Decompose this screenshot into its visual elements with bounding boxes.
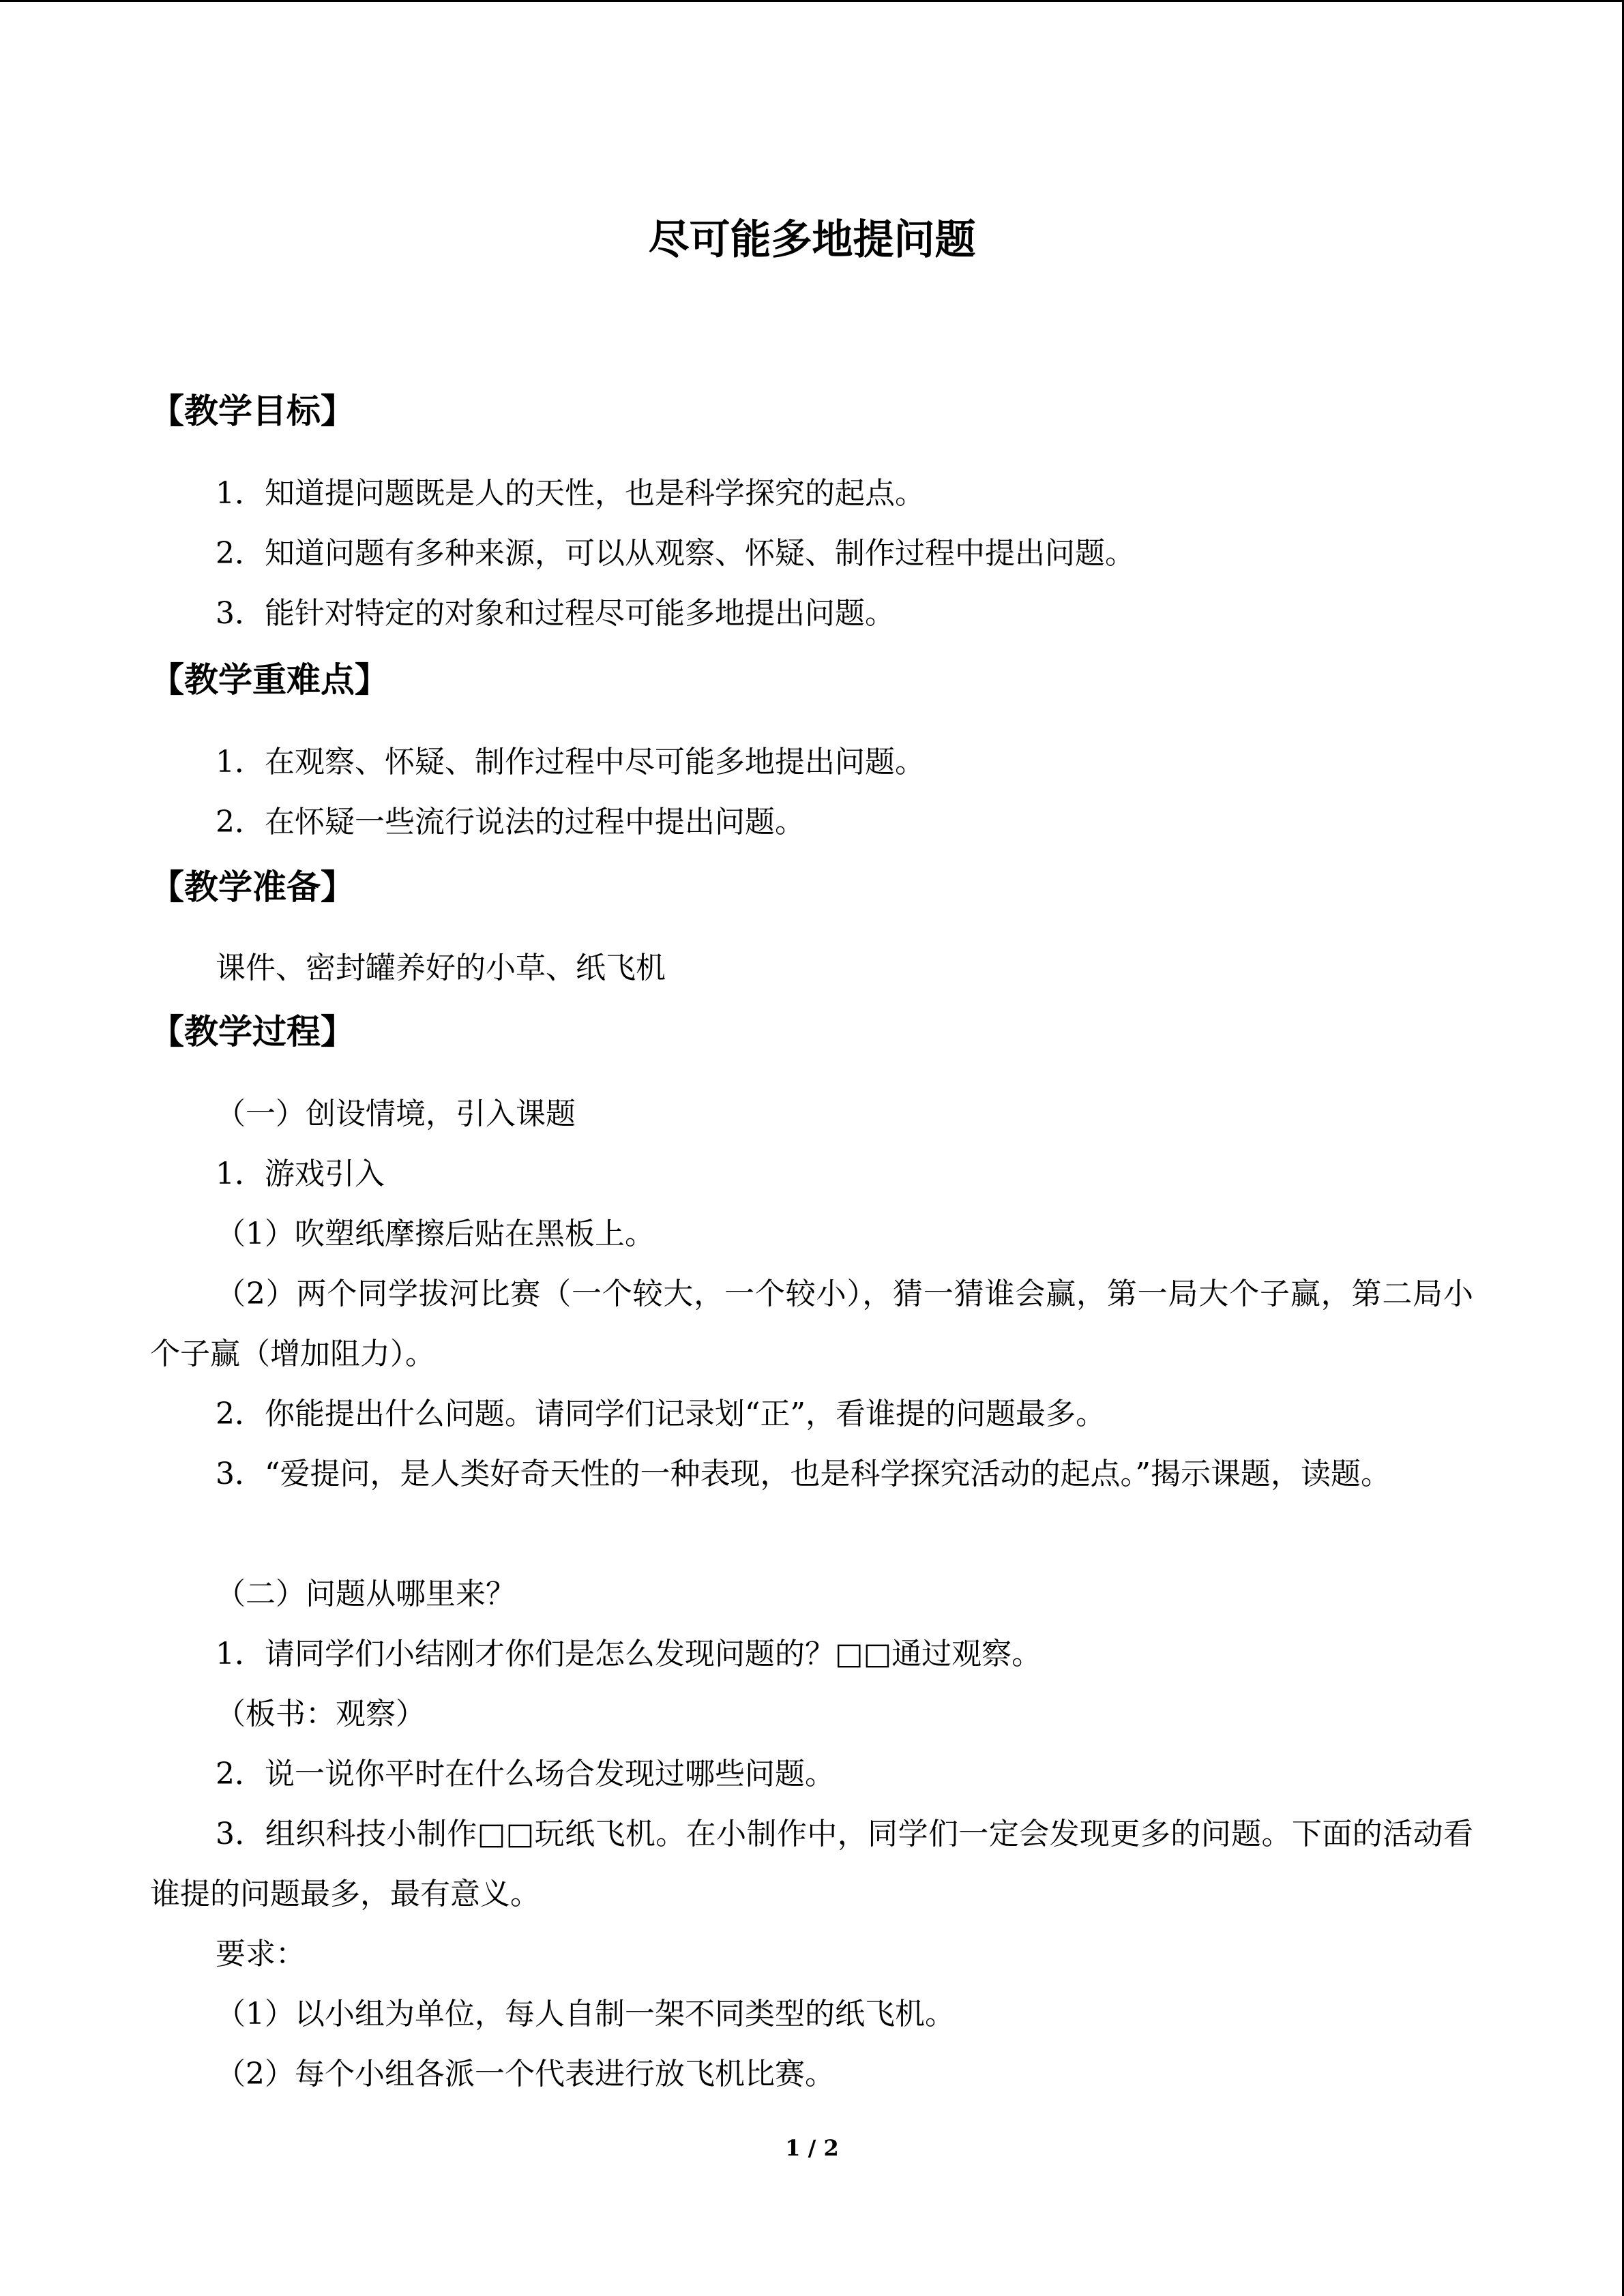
process-item: （一）创设情境，引入课题 <box>216 1097 576 1131</box>
key-point-item: 2．在怀疑一些流行说法的过程中提出问题。 <box>216 805 805 839</box>
goal-item: 3．能针对特定的对象和过程尽可能多地提出问题。 <box>216 596 895 631</box>
key-point-item: 1．在观察、怀疑、制作过程中尽可能多地提出问题。 <box>216 745 925 779</box>
section-heading-process: 【教学过程】 <box>150 1012 355 1052</box>
process-item: （2）每个小组各派一个代表进行放飞机比赛。 <box>216 2057 835 2091</box>
process-item: （板书：观察） <box>216 1697 426 1731</box>
process-item: 3．“爱提问，是人类好奇天性的一种表现，也是科学探究活动的起点。”揭示课题，读题。 <box>216 1457 1391 1491</box>
section-heading-goals: 【教学目标】 <box>150 391 355 431</box>
process-item: 1．请同学们小结刚才你们是怎么发现问题的？□□通过观察。 <box>216 1637 1042 1671</box>
page-title: 尽可能多地提问题 <box>648 216 976 264</box>
section-heading-preparation: 【教学准备】 <box>150 867 355 907</box>
page-border-top <box>0 0 1624 2</box>
process-item: （2）两个同学拔河比赛（一个较大，一个较小），猜一猜谁会赢，第一局大个子赢，第二局小个子赢（增加阻力）。 <box>150 1277 1473 1371</box>
goal-item: 1．知道提问题既是人的天性，也是科学探究的起点。 <box>216 476 925 511</box>
process-item: 1．游戏引入 <box>216 1157 385 1191</box>
process-item: 2．说一说你平时在什么场合发现过哪些问题。 <box>216 1757 835 1791</box>
preparation-item: 课件、密封罐养好的小草、纸飞机 <box>216 951 666 985</box>
process-item: （1）吹塑纸摩擦后贴在黑板上。 <box>216 1217 655 1251</box>
process-item: 2．你能提出什么问题。请同学们记录划“正”，看谁提的问题最多。 <box>216 1397 1106 1431</box>
process-item: 3．组织科技小制作□□玩纸飞机。在小制作中，同学们一定会发现更多的问题。下面的活动看谁提的问题最多，最有意义。 <box>150 1817 1473 1911</box>
goal-item: 2．知道问题有多种来源，可以从观察、怀疑、制作过程中提出问题。 <box>216 536 1135 571</box>
process-item: 要求： <box>216 1937 306 1971</box>
process-item: （二）问题从哪里来？ <box>216 1577 516 1611</box>
section-heading-key-points: 【教学重难点】 <box>150 660 389 700</box>
process-item: （1）以小组为单位，每人自制一架不同类型的纸飞机。 <box>216 1997 955 2031</box>
page-number: 1 / 2 <box>785 2135 839 2161</box>
